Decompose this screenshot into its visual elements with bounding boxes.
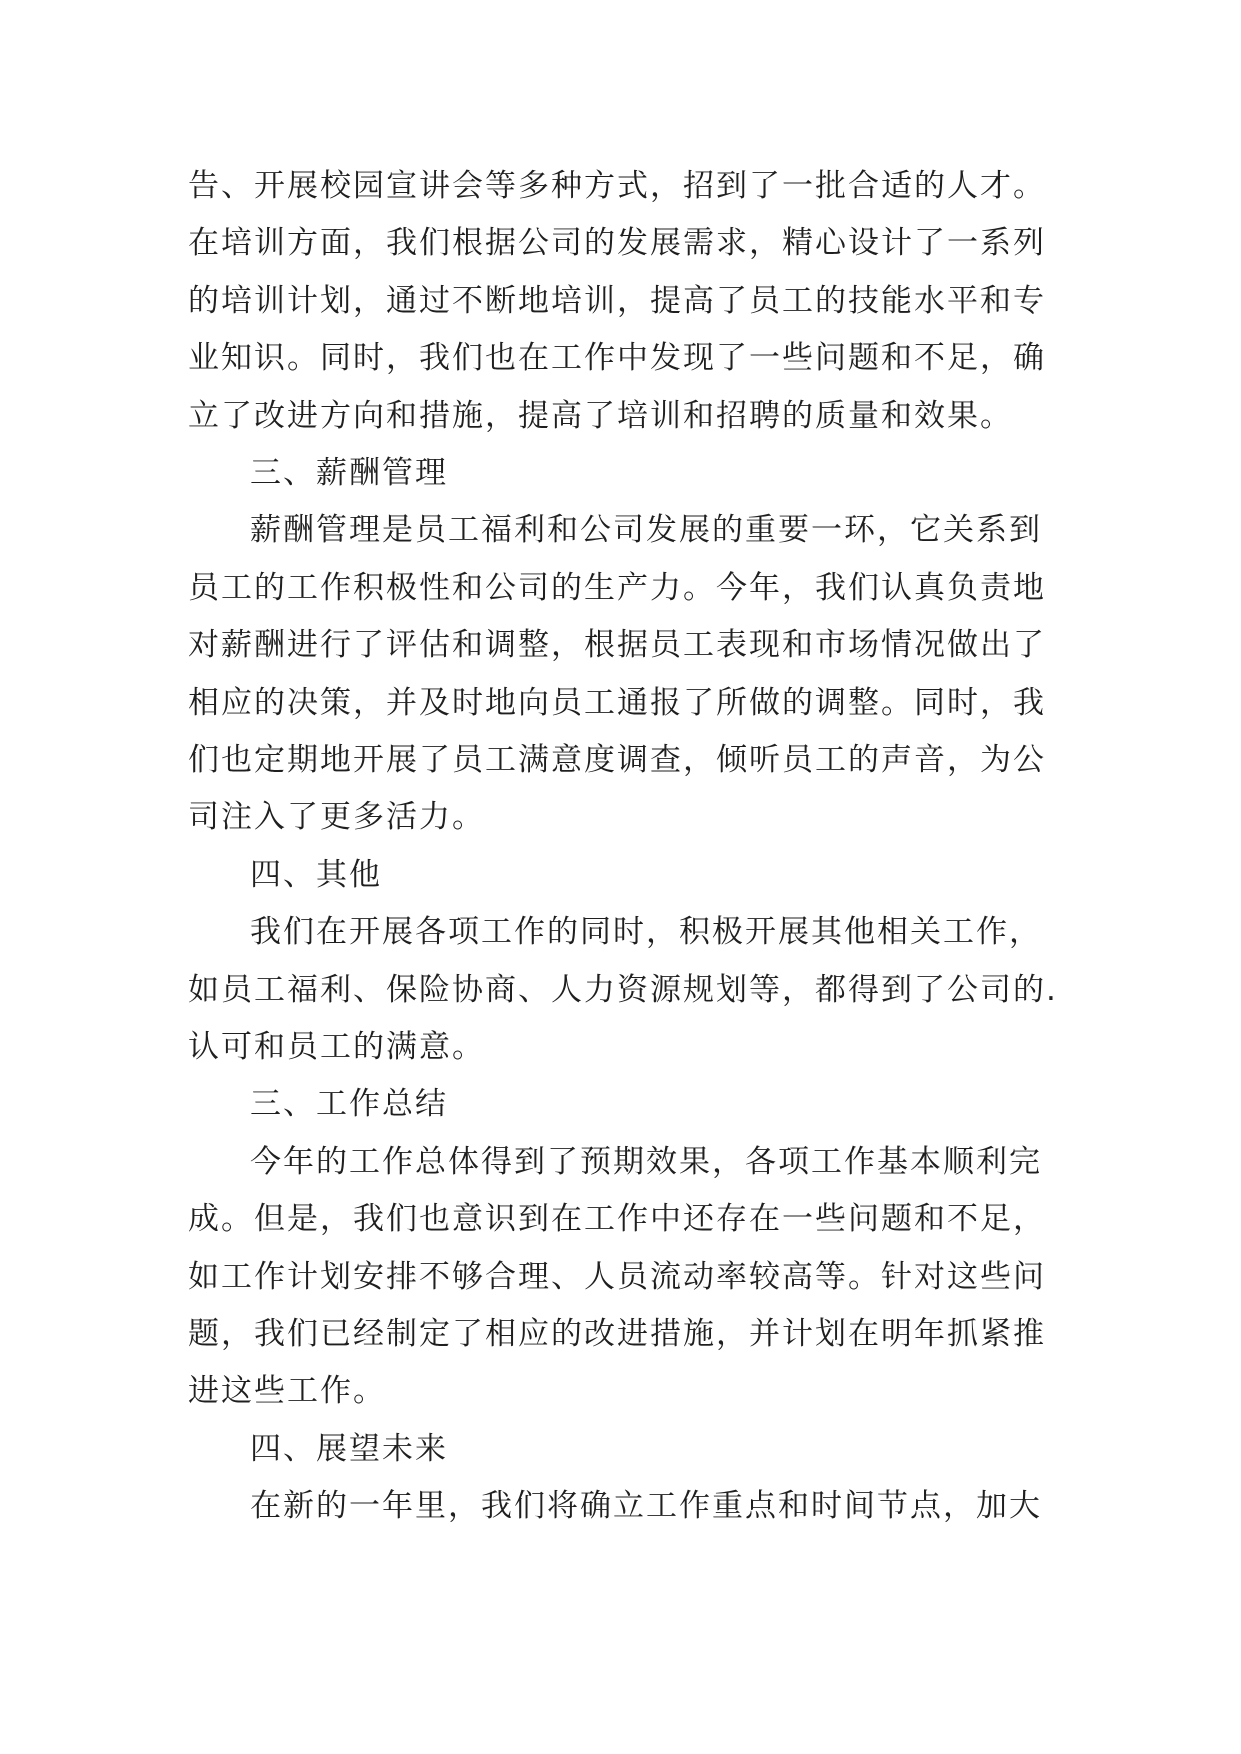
paragraph-line: 在新的一年里，我们将确立工作重点和时间节点，加大 xyxy=(250,1488,1042,1524)
paragraph-line: 进这些工作。 xyxy=(188,1373,386,1409)
section-heading: 三、薪酬管理 xyxy=(250,455,448,491)
paragraph-line: 薪酬管理是员工福利和公司发展的重要一环，它关系到 xyxy=(250,512,1042,548)
paragraph-line: 立了改进方向和措施，提高了培训和招聘的质量和效果。 xyxy=(188,398,1013,434)
paragraph-line: 我们在开展各项工作的同时，积极开展其他相关工作， xyxy=(250,914,1042,950)
paragraph-line: 认可和员工的满意。 xyxy=(188,1029,485,1065)
paragraph-line: 如员工福利、保险协商、人力资源规划等，都得到了公司的. xyxy=(188,972,1058,1008)
paragraph-line: 如工作计划安排不够合理、人员流动率较高等。针对这些问 xyxy=(188,1259,1046,1295)
paragraph-line: 对薪酬进行了评估和调整，根据员工表现和市场情况做出了 xyxy=(188,627,1046,663)
section-heading: 四、展望未来 xyxy=(250,1431,448,1467)
paragraph-line: 们也定期地开展了员工满意度调查，倾听员工的声音，为公 xyxy=(188,742,1046,778)
paragraph-line: 成。但是，我们也意识到在工作中还存在一些问题和不足， xyxy=(188,1201,1046,1237)
paragraph-line: 司注入了更多活力。 xyxy=(188,799,485,835)
paragraph-line: 的培训计划，通过不断地培训，提高了员工的技能水平和专 xyxy=(188,283,1046,319)
section-heading: 三、工作总结 xyxy=(250,1086,448,1122)
section-heading: 四、其他 xyxy=(250,857,382,893)
paragraph-line: 今年的工作总体得到了预期效果，各项工作基本顺利完 xyxy=(250,1144,1042,1180)
paragraph-line: 告、开展校园宣讲会等多种方式，招到了一批合适的人才。 xyxy=(188,168,1046,204)
paragraph-line: 题，我们已经制定了相应的改进措施，并计划在明年抓紧推 xyxy=(188,1316,1046,1352)
paragraph-line: 员工的工作积极性和公司的生产力。今年，我们认真负责地 xyxy=(188,570,1046,606)
paragraph-line: 在培训方面，我们根据公司的发展需求，精心设计了一系列 xyxy=(188,225,1046,261)
paragraph-line: 相应的决策，并及时地向员工通报了所做的调整。同时，我 xyxy=(188,685,1046,721)
paragraph-line: 业知识。同时，我们也在工作中发现了一些问题和不足，确 xyxy=(188,340,1046,376)
